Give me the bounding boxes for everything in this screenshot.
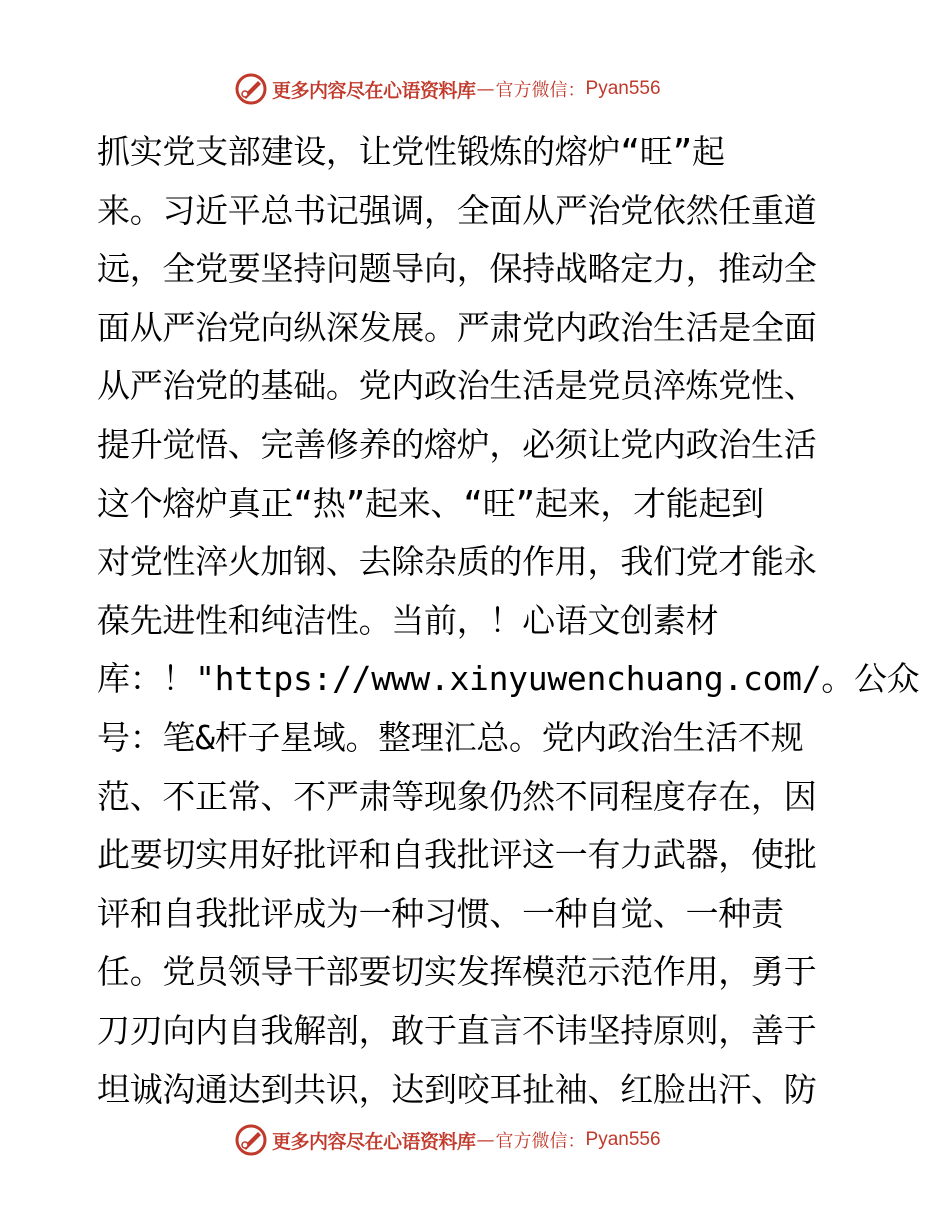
document-body (97, 123, 920, 1119)
banner-wechat-label: 官方微信： (495, 1131, 586, 1152)
banner-main-text: 更多内容尽在心语资料库 (272, 1130, 476, 1153)
banner-wechat-id: Pyan556 (585, 1129, 661, 1150)
banner-main-text: 更多内容尽在心语资料库 (272, 79, 476, 102)
xinyu-logo-icon (234, 1123, 268, 1157)
banner-dash: — (476, 78, 495, 100)
xinyu-logo-icon (234, 72, 268, 106)
banner-wechat-id: Pyan556 (585, 78, 661, 99)
body-line: 对党性淬火加钢、去除杂质的作用，我们党才能永 (97, 542, 817, 582)
banner-dash: — (476, 1129, 495, 1151)
footer-watermark-banner (234, 1123, 661, 1157)
body-line: 范、不正常、不严肃等现象仍然不同程度存在，因 (97, 776, 817, 816)
body-line: 这个熔炉真正“热”起来、“旺”起来，才能起到 (97, 483, 764, 523)
body-line: 从严治党的基础。党内政治生活是党员淬炼党性、 (97, 366, 817, 406)
body-line: 提升觉悟、完善修养的熔炉，必须让党内政治生活 (97, 424, 817, 464)
body-line: 远，全党要坚持问题导向，保持战略定力，推动全 (97, 249, 817, 289)
header-watermark-banner (234, 72, 661, 106)
body-line: 坦诚沟通达到共识，达到咬耳扯袖、红脸出汗、防 (97, 1069, 817, 1109)
body-line: 此要切实用好批评和自我批评这一有力武器，使批 (97, 835, 817, 875)
body-line: 葆先进性和纯洁性。当前，！心语文创素材 (97, 600, 719, 640)
body-line: 抓实党支部建设，让党性锻炼的熔炉“旺”起 (97, 132, 725, 171)
body-line: 库：！"https://www.xinyuwenchuang.com/。公众 (97, 659, 920, 699)
banner-wechat-label: 官方微信： (495, 80, 586, 101)
body-line: 面从严治党向纵深发展。严肃党内政治生活是全面 (97, 307, 817, 347)
body-line: 任。党员领导干部要切实发挥模范示范作用，勇于 (97, 952, 817, 992)
body-line: 刀刃向内自我解剖，敢于直言不讳坚持原则，善于 (97, 1010, 817, 1050)
body-line: 评和自我批评成为一种习惯、一种自觉、一种责 (97, 893, 784, 933)
body-line: 号：笔&杆子星域。整理汇总。党内政治生活不规 (97, 717, 804, 757)
body-line: 来。习近平总书记强调，全面从严治党依然任重道 (97, 190, 817, 230)
